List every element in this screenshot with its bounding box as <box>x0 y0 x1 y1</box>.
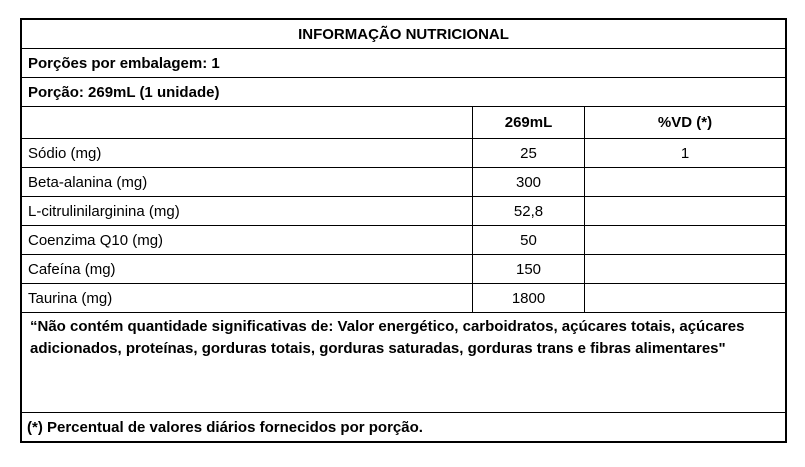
nutrient-amount: 150 <box>472 255 584 283</box>
nutrient-amount: 50 <box>472 226 584 254</box>
nutrient-dv <box>584 255 785 283</box>
nutrient-name: Cafeína (mg) <box>28 260 116 278</box>
nutrient-amount: 1800 <box>472 284 584 312</box>
column-header-amount: 269mL <box>472 107 584 138</box>
table-row <box>22 197 785 226</box>
nutrient-dv <box>584 226 785 254</box>
table-row <box>22 226 785 255</box>
table-row <box>22 168 785 197</box>
nutrient-name: Beta-alanina (mg) <box>28 173 148 191</box>
nutrient-dv: 1 <box>584 139 785 167</box>
table-row <box>22 139 785 168</box>
nutrient-amount: 300 <box>472 168 584 196</box>
table-row <box>22 284 785 313</box>
nutrient-amount: 25 <box>472 139 584 167</box>
nutrient-dv <box>584 284 785 312</box>
nutrient-name: L-citrulinilarginina (mg) <box>28 202 180 220</box>
nutrient-name: Taurina (mg) <box>28 289 113 307</box>
no-significant-amounts-note: “Não contém quantidade significativas de: Valor energético, carboidratos, açúcares totais, açúcares adicionados, proteínas, gorduras totais, gorduras saturadas, gorduras trans e fibras alimentares" <box>22 313 785 413</box>
column-header-blank <box>22 107 472 138</box>
column-header-dv: %VD (*) <box>584 107 785 138</box>
daily-value-footnote: (*) Percentual de valores diários fornecidos por porção. <box>27 418 423 436</box>
nutrient-name: Coenzima Q10 (mg) <box>28 231 164 249</box>
nutrient-name: Sódio (mg) <box>28 144 102 162</box>
nutrition-facts-table <box>20 18 787 443</box>
table-title: INFORMAÇÃO NUTRICIONAL <box>22 20 785 49</box>
servings-per-package: Porções por embalagem: 1 <box>22 49 785 78</box>
nutrient-amount: 52,8 <box>472 197 584 225</box>
portion-size: Porção: 269mL (1 unidade) <box>22 78 785 107</box>
nutrient-dv <box>584 197 785 225</box>
table-row <box>22 255 785 284</box>
column-header-row <box>22 107 785 139</box>
nutrient-dv <box>584 168 785 196</box>
